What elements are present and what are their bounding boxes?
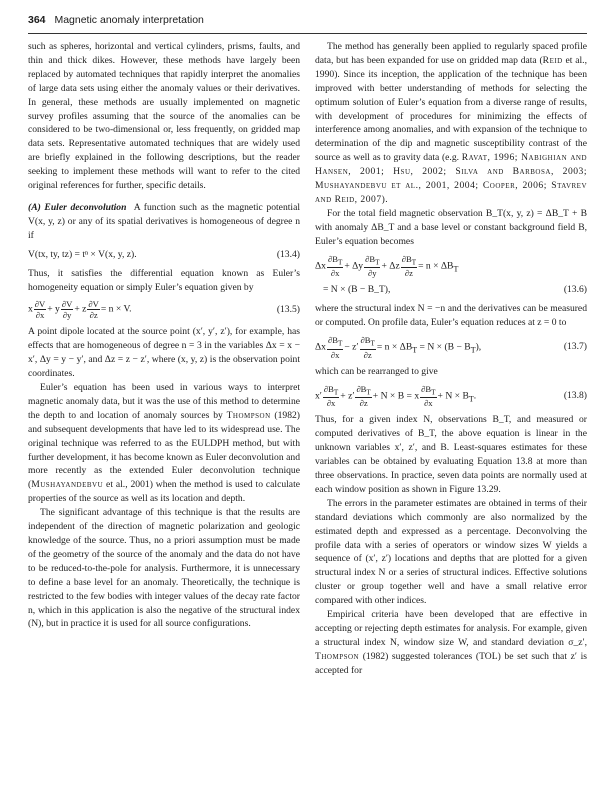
paragraph: The errors in the parameter estimates are obtained in terms of their standard deviations which commonly are also normalized by the estimated depth and expressed as a percentage. Deconvolving the profile data with a series of operators or window sizes W yields a sequence of (x′, z′) locations and depths that are plotted for a given structural index N or a series of structural indices. Effective solutions cluster or group together well and have a small relative error compared with other indices. [315,497,587,607]
equation-13-6 [315,254,587,279]
paragraph: (A) Euler deconvolution A function such as the magnetic potential V(x, y, z) or any of its spatial derivatives is homogeneous of degree n if [28,201,300,241]
equation-number: (13.7) [563,341,587,353]
citation: Thompson [315,650,360,662]
running-header [28,14,587,32]
equation-number: (13.5) [276,303,300,315]
citation: Thompson [226,409,271,421]
citation-list: Ravat, 1996; Nabighian and Hansen, 2001; Hsu, 2002; Silva and Barbosa, 2003; Mushayandebvu et al., 2001, 2004; Cooper, 2006; Stavrev and Reid, 2007). [315,152,587,205]
paragraph: The method has generally been applied to regularly spaced profile data, but has been expanded for use on gridded map data (Reid et al., 1990). Since its inception, the application of the technique has been improved with better understanding of methods for selecting the optimum solution of Euler’s equation from a diverse range of results, with development of procedures for minimizing the effects of interference among anomalies, and with expansion of the technique to determination of the dip and magnetic susceptibility contrast of the source as well as to gravity data (e.g. Ravat, 1996; Nabighian and Hansen, 2001; Hsu, 2002; Silva and Barbosa, 2003; Mushayandebvu et al., 2001, 2004; Cooper, 2006; Stavrev and Reid, 2007). [315,41,587,205]
equation-13-8 [315,384,587,409]
equation-13-7 [315,335,587,360]
section-heading: (A) Euler deconvolution [28,201,127,213]
paragraph: where the structural index N = −n and the derivatives can be measured or computed. On profile data, Euler’s equation reduces at z = 0 to [315,303,587,329]
citation: Mushayandebvu [31,479,104,491]
equation-number: (13.4) [276,248,300,260]
paragraph: Euler’s equation has been used in various ways to interpret magnetic anomaly data, but it was the use of this method to determine the depth to and location of anomaly sources by Thompson (1982) and subsequent developments that have led to its widespread use. The original technique was referred to as the EULDPH method, but with further development, it has become known as Euler deconvolution and more recently as the extended Euler deconvolution technique (Mushayandebvu et al., 2001) when the method is used to calculate properties of the source as well as its location and depth. [28,382,301,505]
equation-13-5 [28,299,300,320]
equation-body: Δx $\frac{\partial B_T}{\partial x}$ + Δy $\frac{\partial B_T}{\partial y}$ + Δz $\frac{\partial B_T}{\partial z}$ = $n \times \Delta B_T$ [315,253,459,279]
running-title: Magnetic anomaly interpretation [54,14,204,26]
paragraph: Thus, it satisfies the differential equation known as Euler’s homogeneity equation or simply Euler’s equation given by [28,267,300,293]
paragraph: such as spheres, horizontal and vertical cylinders, prisms, faults, and thin and thick dikes. However, these methods have largely been replaced by automated techniques that rapidly interpret the anomalies of large data sets using either the anomaly values or their derivatives. In general, these methods are usually implemented on magnetic survey profiles assuming that the source of the anomalies can be considered to be two-dimensional or, less frequently, on gridded map data sets. Representative automated techniques that are widely used are briefly explained in the following descriptions, but the reader seeking to implement these methods will want to refer to the cited original references for further, specific details. [28,41,300,192]
paragraph: Thus, for a given index N, observations B_T, and measured or computed derivatives of B_T, the above equation is linear in the unknown variables x′, z′, and B. Least-squares estimates for these variables can be obtained by evaluating Equation 13.8 at more than three observations. In practice, seven data points are normally used at each window position as shown in Figure 13.29. [315,414,587,495]
paragraph: Empirical criteria have been developed that are effective in accepting or rejecting depth estimates for analysis. For example, given a structural index N, window size W, and standard deviation σ_z′, Thompson (1982) suggested tolerances (TOL) be set such that z′ is accepted for [315,609,587,676]
page-number: 364 [28,14,46,26]
equation-number: (13.6) [563,284,587,296]
paragraph: A point dipole located at the source point (x′, y′, z′), for example, has effects that are homogeneous of degree n = 3 in the variables Δx = x − x′, Δy = y − y′, and Δz = z − z′, where (x, y, z) is the observation point coordinates. [28,326,300,380]
equation-body: = N × (B − B_T), [323,284,391,296]
equation-body: x′ $\frac{\partial B_T}{\partial x}$ + z′ $\frac{\partial B_T}{\partial z}$ + N × B = x $\frac{\partial B_T}{\partial x}$ + $N \times B_T$. [315,383,477,409]
right-column [315,40,587,678]
equation-body: Δx $\frac{\partial B_T}{\partial x}$ − z′ $\frac{\partial B_T}{\partial z}$ = $n \times \Delta B_T = N \times (B - B_T)$, [315,335,482,360]
citation: Reid [542,54,563,66]
equation-13-4 [28,248,300,262]
equation-number: (13.8) [563,390,587,402]
equation-body: V(tx, ty, tz) = tⁿ × V(x, y, z). [28,248,137,260]
left-column [28,40,300,631]
equation-body: x $\frac{\partial V}{\partial x}$ + y $\frac{\partial V}{\partial y}$ + z $\frac{\partial V}{\partial z}$ = n × V. [28,299,132,321]
header-rule [28,33,587,34]
paragraph: which can be rearranged to give [315,365,438,377]
paragraph: The significant advantage of this technique is that the results are independent of the direction of magnetic polarization and geologic knowledge of the source. Thus, no a priori assumption must be made of the geometry of the source of the anomaly and the data do not have to be reduced-to-the-pole for analysis. Furthermore, it is unnecessary to define a base level for an anomaly. Theoretically, the technique is restricted to the few bodies with integer values of the decay rate factor n, which in this application is also the negative of the structural index (N), but in practice it is used for all source configurations. [28,507,300,630]
equation-13-6-line2 [315,283,587,297]
paragraph: For the total field magnetic observation B_T(x, y, z) = ΔB_T + B with anomaly ΔB_T and a base level or constant background field B, Euler’s equation becomes [315,207,587,247]
